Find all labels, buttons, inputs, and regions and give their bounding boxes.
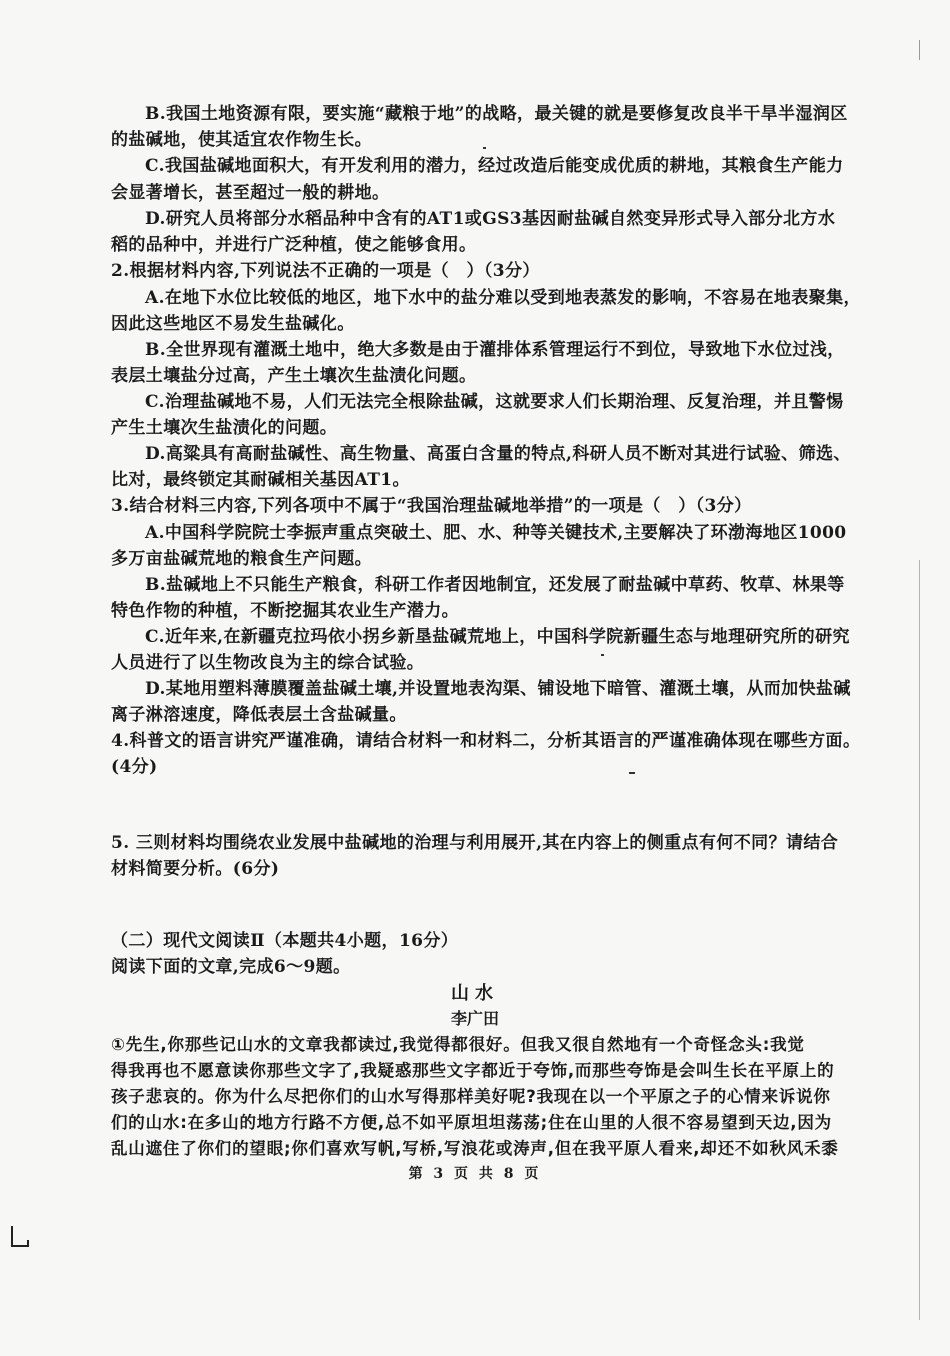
- scan-edge-line: [919, 560, 920, 1320]
- option-3d-line-2: 离子淋溶速度，降低表层土含盐碱量。: [111, 705, 407, 725]
- option-1d-line-1: D.研究人员将部分水稻品种中含有的AT1或GS3基因耐盐碱自然变异形式导入部分北方水: [145, 209, 836, 229]
- option-1b-line-2: 的盐碱地，使其适宜农作物生长。: [111, 130, 372, 150]
- article-author: 李广田: [450, 1009, 499, 1028]
- question-4-score: (4分): [111, 757, 158, 777]
- option-2b-line-1: B.全世界现有灌溉土地中，绝大多数是由于灌排体系管理运行不到位，导致地下水位过浅，: [145, 340, 845, 360]
- option-1d-line-2: 稻的品种中，并进行广泛种植，使之能够食用。: [111, 235, 477, 255]
- option-2d-line-2: 比对，最终锁定其耐碱相关基因AT1。: [111, 470, 410, 490]
- section-instruction: 阅读下面的文章,完成6～9题。: [111, 957, 351, 977]
- option-2d-line-1: D.高粱具有高耐盐碱性、高生物量、高蛋白含量的特点,科研人员不断对其进行试验、筛选、: [145, 444, 851, 464]
- question-4: 4.科普文的语言讲究严谨准确，请结合材料一和材料二，分析其语言的严谨准确体现在哪些方面。: [111, 731, 861, 751]
- scan-speck: [601, 654, 604, 656]
- option-3b-line-2: 特色作物的种植，不断挖掘其农业生产潜力。: [111, 601, 459, 621]
- question-2: 2.根据材料内容,下列说法不正确的一项是（ ）（3分）: [111, 261, 540, 281]
- article-paragraph-line-5: 乱山遮住了你们的望眼;你们喜欢写帆,写桥,写浪花或涛声,但在我平原人看来,却还不如秋风禾黍: [111, 1139, 839, 1158]
- option-1c-line-2: 会显著增长，甚至超过一般的耕地。: [111, 183, 390, 203]
- scan-edge-mark: [919, 40, 920, 60]
- question-5-line-1: 5. 三则材料均围绕农业发展中盐碱地的治理与利用展开,其在内容上的侧重点有何不同？请结合: [111, 833, 839, 853]
- article-paragraph-line-2: 得我再也不愿意读你那些文字了,我疑惑那些文字都近于夸饰,而那些夸饰是会叫生长在平原上的: [111, 1061, 835, 1080]
- question-5-line-2: 材料简要分析。(6分): [111, 859, 280, 879]
- article-paragraph-line-4: 们的山水:在多山的地方行路不方便,总不如平原坦坦荡荡;住在山里的人很不容易望到天边,因为: [111, 1113, 832, 1132]
- option-3c-line-1: C.近年来,在新疆克拉玛依小拐乡新垦盐碱荒地上，中国科学院新疆生态与地理研究所的研究: [145, 627, 850, 647]
- question-3: 3.结合材料三内容,下列各项中不属于“我国治理盐碱地举措”的一项是（ ）（3分）: [111, 496, 752, 516]
- option-2c-line-1: C.治理盐碱地不易，人们无法完全根除盐碱，这就要求人们长期治理、反复治理，并且警惕: [145, 392, 844, 412]
- scan-speck: [629, 772, 635, 774]
- article-title: 山水: [451, 983, 499, 1004]
- option-1b-line-1: B.我国土地资源有限，要实施“藏粮于地”的战略，最关键的就是要修复改良半干旱半湿润区: [145, 104, 848, 124]
- option-2a-line-1: A.在地下水位比较低的地区，地下水中的盐分难以受到地表蒸发的影响，不容易在地表聚集，: [145, 288, 861, 308]
- page-footer: 第 3 页 共 8 页: [408, 1166, 542, 1182]
- option-3c-line-2: 人员进行了以生物改良为主的综合试验。: [111, 653, 425, 673]
- scan-speck: [483, 147, 486, 149]
- option-2b-line-2: 表层土壤盐分过高，产生土壤次生盐渍化问题。: [111, 366, 477, 386]
- section-heading: （二）现代文阅读Ⅱ（本题共4小题，16分）: [111, 931, 459, 951]
- option-3a-line-2: 多万亩盐碱荒地的粮食生产问题。: [111, 549, 372, 569]
- article-paragraph-line-3: 孩子悲哀的。你为什么尽把你们的山水写得那样美好呢?我现在以一个平原之子的心情来诉说你: [111, 1087, 831, 1106]
- option-2c-line-2: 产生土壤次生盐渍化的问题。: [111, 418, 338, 438]
- option-2a-line-2: 因此这些地区不易发生盐碱化。: [111, 314, 355, 334]
- option-3b-line-1: B.盐碱地上不只能生产粮食，科研工作者因地制宜，还发展了耐盐碱中草药、牧草、林果等: [145, 575, 845, 595]
- option-3d-line-1: D.某地用塑料薄膜覆盖盐碱土壤,并设置地表沟渠、铺设地下暗管、灌溉土壤，从而加快盐碱: [145, 679, 851, 699]
- option-3a-line-1: A.中国科学院院士李振声重点突破土、肥、水、种等关键技术,主要解决了环渤海地区1000: [145, 523, 847, 543]
- option-1c-line-1: C.我国盐碱地面积大，有开发利用的潜力，经过改造后能变成优质的耕地，其粮食生产能力: [145, 156, 844, 176]
- corner-crop-mark: [10, 1226, 30, 1248]
- article-paragraph-line-1: ①先生,你那些记山水的文章我都读过,我觉得都很好。但我又很自然地有一个奇怪念头:我觉: [111, 1035, 805, 1054]
